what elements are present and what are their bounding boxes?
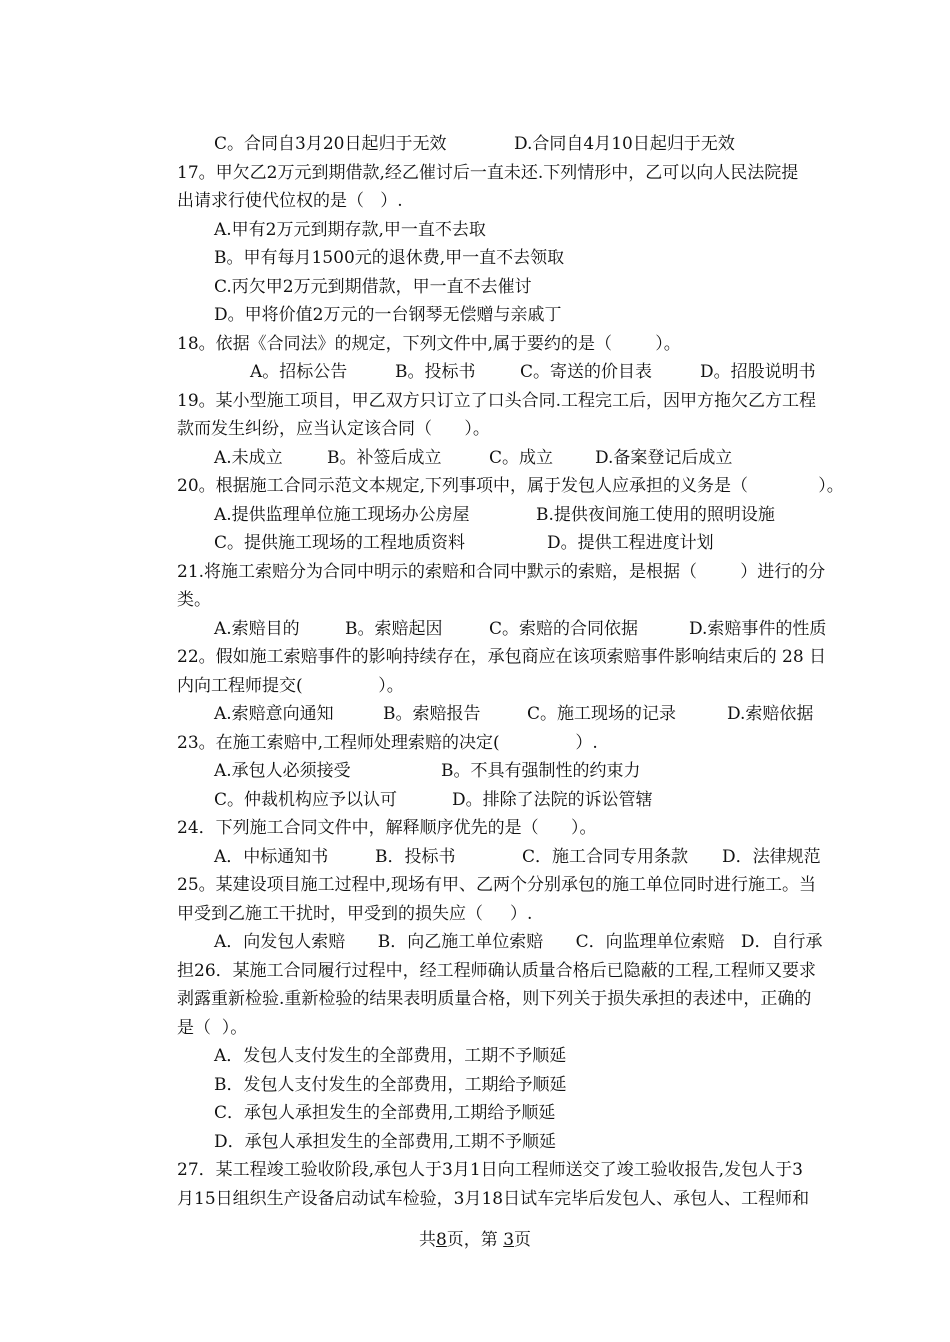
q21-stem-line2: 类。 <box>177 590 211 610</box>
q26-option-b: B．发包人支付发生的全部费用，工期给予顺延 <box>214 1075 567 1095</box>
q21-option-c: C。索赔的合同依据 <box>489 619 639 639</box>
footer-current-page: 3 <box>503 1230 515 1250</box>
q24-stem-line1: 24．下列施工合同文件中，解释顺序优先的是（ ）。 <box>177 818 597 838</box>
q27-stem-line1: 27．某工程竣工验收阶段,承包人于3月1日向工程师送交了竣工验收报告,发包人于3 <box>177 1160 803 1180</box>
q21-option-b: B。索赔起因 <box>345 619 443 639</box>
q20-option-a: A.提供监理单位施工现场办公房屋 <box>214 505 470 525</box>
q24-option-d: D．法律规范 <box>722 847 821 867</box>
q20-stem-line1: 20。根据施工合同示范文本规定,下列事项中，属于发包人应承担的义务是（ ）。 <box>177 476 844 496</box>
q16-option-d: D.合同自4月10日起归于无效 <box>514 134 735 154</box>
q23-options-row1 <box>214 759 904 783</box>
q17-option-a: A.甲有2万元到期存款,甲一直不去取 <box>214 220 486 240</box>
q20-options-row2 <box>214 531 904 555</box>
q16-option-c: C。合同自3月20日起归于无效 <box>214 134 447 154</box>
q24-option-b: B．投标书 <box>375 847 456 867</box>
footer-prefix: 共 <box>418 1230 436 1250</box>
q20-option-d: D。提供工程进度计划 <box>547 533 714 553</box>
q22-option-a: A.索赔意向通知 <box>214 704 334 724</box>
q18-options <box>250 360 900 384</box>
q17-stem-line1: 17。甲欠乙2万元到期借款,经乙催讨后一直未还.下列情形中，乙可以向人民法院提 <box>177 163 799 183</box>
q23-option-a: A.承包人必须接受 <box>214 761 351 781</box>
q25-options: A．向发包人索赔 B．向乙施工单位索赔 C．向监理单位索赔 D．自行承 <box>214 932 823 952</box>
q17-option-d: D。甲将价值2万元的一台钢琴无偿赠与亲戚丁 <box>214 305 562 325</box>
q22-option-d: D.索赔依据 <box>727 704 814 724</box>
q20-option-c: C。提供施工现场的工程地质资料 <box>214 533 466 553</box>
q22-stem-line1: 22。假如施工索赔事件的影响持续存在，承包商应在该项索赔事件影响结束后的 28 日 <box>177 647 827 667</box>
q17-option-b: B。甲有每月1500元的退休费,甲一直不去领取 <box>214 248 565 268</box>
q18-option-d: D。招股说明书 <box>700 362 816 382</box>
q19-stem-line1: 19。某小型施工项目，甲乙双方只订立了口头合同.工程完工后，因甲方拖欠乙方工程 <box>177 391 817 411</box>
q23-stem-line1: 23。在施工索赔中,工程师处理索赔的决定( ）. <box>177 733 598 753</box>
q26-option-a: A．发包人支付发生的全部费用，工期不予顺延 <box>214 1046 567 1066</box>
q21-option-d: D.索赔事件的性质 <box>689 619 827 639</box>
q17-option-c: C.丙欠甲2万元到期借款，甲一直不去催讨 <box>214 277 532 297</box>
q26-option-c: C．承包人承担发生的全部费用,工期给予顺延 <box>214 1103 556 1123</box>
q24-option-c: C．施工合同专用条款 <box>522 847 689 867</box>
q19-option-b: B。补签后成立 <box>327 448 442 468</box>
q23-option-c: C。仲裁机构应予以认可 <box>214 790 398 810</box>
footer-suffix: 页 <box>514 1230 532 1250</box>
q19-options <box>214 446 904 470</box>
q22-option-c: C。施工现场的记录 <box>527 704 677 724</box>
q24-options <box>214 845 904 869</box>
q21-options <box>214 617 904 641</box>
q26-option-d: D．承包人承担发生的全部费用,工期不予顺延 <box>214 1132 557 1152</box>
footer-total-pages: 8 <box>435 1230 447 1250</box>
q23-option-d: D。排除了法院的诉讼管辖 <box>452 790 653 810</box>
footer-middle: 页，第 <box>446 1230 504 1250</box>
q19-option-d: D.备案登记后成立 <box>595 448 733 468</box>
q24-option-a: A．中标通知书 <box>214 847 329 867</box>
q26-stem-line2: 剥露重新检验.重新检验的结果表明质量合格，则下列关于损失承担的表述中，正确的 <box>177 989 812 1009</box>
q17-stem-line2: 出请求行使代位权的是（ ）. <box>177 191 403 211</box>
q19-stem-line2: 款而发生纠纷，应当认定该合同（ ）。 <box>177 419 490 439</box>
q27-stem-line2: 月15日组织生产设备启动试车检验，3月18日试车完毕后发包人、承包人、工程师和 <box>177 1189 810 1209</box>
q26-stem-line1: 担26．某施工合同履行过程中，经工程师确认质量合格后已隐蔽的工程,工程师又要求 <box>177 961 817 981</box>
q19-option-c: C。成立 <box>489 448 554 468</box>
q22-option-b: B。索赔报告 <box>383 704 481 724</box>
q20-options-row1 <box>214 503 904 527</box>
q22-stem-line2: 内向工程师提交( ）。 <box>177 676 404 696</box>
q18-option-b: B。投标书 <box>395 362 476 382</box>
q19-option-a: A.未成立 <box>214 448 283 468</box>
q23-option-b: B。不具有强制性的约束力 <box>441 761 641 781</box>
q18-option-c: C。寄送的价目表 <box>520 362 653 382</box>
q18-option-a: A。招标公告 <box>250 362 348 382</box>
q18-stem-line1: 18。依据《合同法》的规定，下列文件中,属于要约的是（ ）。 <box>177 334 681 354</box>
page-footer <box>0 1227 950 1253</box>
q20-option-b: B.提供夜间施工使用的照明设施 <box>536 505 775 525</box>
q25-stem-line2: 甲受到乙施工干扰时，甲受到的损失应（ ）. <box>177 904 533 924</box>
q25-stem-line1: 25。某建设项目施工过程中,现场有甲、乙两个分别承包的施工单位同时进行施工。当 <box>177 875 817 895</box>
q21-stem-line1: 21.将施工索赔分为合同中明示的索赔和合同中默示的索赔，是根据（ ）进行的分 <box>177 562 826 582</box>
q26-stem-line3: 是（ ）。 <box>177 1018 248 1038</box>
q22-options <box>214 702 904 726</box>
q23-options-row2 <box>214 788 904 812</box>
q16-options <box>214 132 904 156</box>
q21-option-a: A.索赔目的 <box>214 619 300 639</box>
